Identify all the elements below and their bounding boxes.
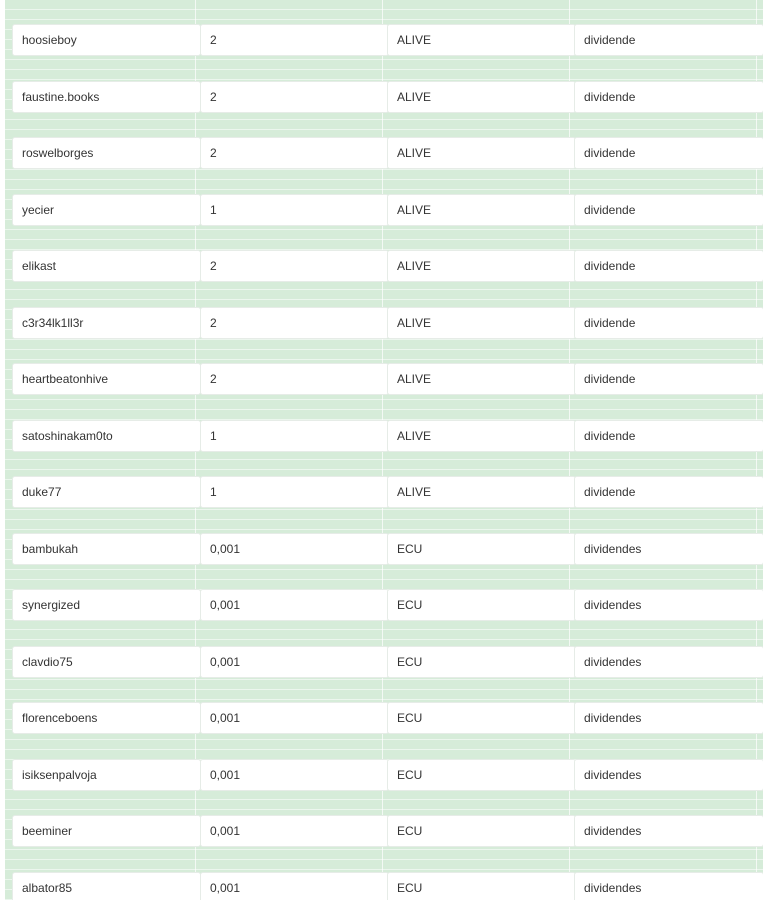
token-cell[interactable]: ECU [387,872,576,900]
amount-cell[interactable]: 0,001 [200,533,389,565]
table-row [5,420,763,452]
token-cell[interactable]: ECU [387,646,576,678]
table-row [5,476,763,508]
memo-cell[interactable]: dividende [574,420,763,452]
amount-cell[interactable]: 0,001 [200,815,389,847]
memo-cell[interactable]: dividende [574,194,763,226]
amount-cell[interactable]: 0,001 [200,589,389,621]
table-row [5,589,763,621]
amount-cell[interactable]: 2 [200,307,389,339]
table-row [5,363,763,395]
account-cell[interactable]: faustine.books [12,81,201,113]
account-cell[interactable]: synergized [12,589,201,621]
account-cell[interactable]: isiksenpalvoja [12,759,201,791]
amount-cell[interactable]: 1 [200,420,389,452]
account-cell[interactable]: heartbeatonhive [12,363,201,395]
account-cell[interactable]: clavdio75 [12,646,201,678]
amount-cell[interactable]: 0,001 [200,646,389,678]
memo-cell[interactable]: dividendes [574,589,763,621]
memo-cell[interactable]: dividende [574,81,763,113]
memo-cell[interactable]: dividendes [574,759,763,791]
memo-cell[interactable]: dividendes [574,533,763,565]
amount-cell[interactable]: 0,001 [200,759,389,791]
token-cell[interactable]: ECU [387,759,576,791]
token-cell[interactable]: ECU [387,815,576,847]
amount-cell[interactable]: 0,001 [200,872,389,900]
account-cell[interactable]: hoosieboy [12,24,201,56]
table-row [5,81,763,113]
memo-cell[interactable]: dividendes [574,702,763,734]
table-row [5,137,763,169]
table-row [5,872,763,900]
account-cell[interactable]: yecier [12,194,201,226]
token-cell[interactable]: ALIVE [387,194,576,226]
table-row [5,759,763,791]
amount-cell[interactable]: 0,001 [200,702,389,734]
table-row [5,307,763,339]
table-row [5,250,763,282]
table-row [5,702,763,734]
memo-cell[interactable]: dividende [574,137,763,169]
account-cell[interactable]: florenceboens [12,702,201,734]
account-cell[interactable]: albator85 [12,872,201,900]
page-edge [763,0,768,900]
memo-cell[interactable]: dividende [574,250,763,282]
memo-cell[interactable]: dividendes [574,815,763,847]
table-row [5,646,763,678]
token-cell[interactable]: ALIVE [387,137,576,169]
token-cell[interactable]: ALIVE [387,307,576,339]
amount-cell[interactable]: 2 [200,137,389,169]
memo-cell[interactable]: dividende [574,363,763,395]
account-cell[interactable]: c3r34lk1ll3r [12,307,201,339]
account-cell[interactable]: beeminer [12,815,201,847]
table-row [5,815,763,847]
table-row [5,533,763,565]
memo-cell[interactable]: dividendes [574,872,763,900]
amount-cell[interactable]: 2 [200,250,389,282]
token-cell[interactable]: ALIVE [387,81,576,113]
amount-cell[interactable]: 2 [200,81,389,113]
amount-cell[interactable]: 1 [200,194,389,226]
token-cell[interactable]: ECU [387,589,576,621]
amount-cell[interactable]: 1 [200,476,389,508]
spreadsheet-area [5,0,763,900]
table-row [5,194,763,226]
token-cell[interactable]: ECU [387,702,576,734]
token-cell[interactable]: ALIVE [387,24,576,56]
account-cell[interactable]: satoshinakam0to [12,420,201,452]
token-cell[interactable]: ECU [387,533,576,565]
memo-cell[interactable]: dividendes [574,646,763,678]
table-row [5,24,763,56]
memo-cell[interactable]: dividende [574,24,763,56]
memo-cell[interactable]: dividende [574,476,763,508]
token-cell[interactable]: ALIVE [387,420,576,452]
token-cell[interactable]: ALIVE [387,250,576,282]
memo-cell[interactable]: dividende [574,307,763,339]
amount-cell[interactable]: 2 [200,363,389,395]
account-cell[interactable]: duke77 [12,476,201,508]
account-cell[interactable]: bambukah [12,533,201,565]
transfer-table [5,24,763,900]
account-cell[interactable]: elikast [12,250,201,282]
amount-cell[interactable]: 2 [200,24,389,56]
token-cell[interactable]: ALIVE [387,363,576,395]
account-cell[interactable]: roswelborges [12,137,201,169]
token-cell[interactable]: ALIVE [387,476,576,508]
